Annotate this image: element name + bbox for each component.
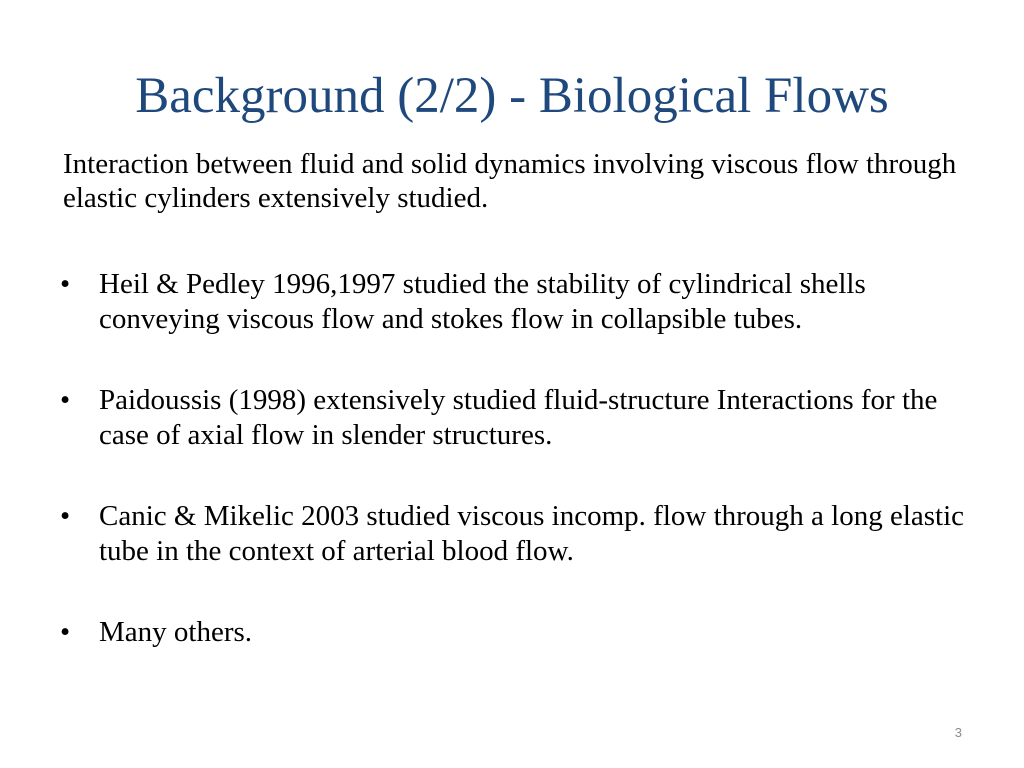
bullet-marker: •: [60, 500, 71, 532]
slide-title: Background (2/2) - Biological Flows: [135, 68, 889, 124]
intro-paragraph: Interaction between fluid and solid dynamics involving viscous flow through elastic cylinders extensively studied.: [63, 148, 957, 214]
bullet-marker: •: [60, 384, 71, 416]
bullet-item-many-others: [60, 615, 970, 650]
bullet-text: Heil & Pedley 1996,1997 studied the stability of cylindrical shells conveying viscous flow and stokes flow in collapsible tubes.: [99, 268, 866, 335]
bullet-text: Paidoussis (1998) extensively studied fluid-structure Interactions for the case of axial flow in slender structures.: [99, 384, 938, 451]
bullet-marker: •: [60, 268, 71, 300]
bullet-marker: •: [60, 616, 71, 648]
bullet-item-heil-pedley: [60, 267, 970, 337]
bullet-list: [60, 267, 970, 696]
bullet-item-canic-mikelic: [60, 499, 970, 569]
bullet-item-paidoussis: [60, 383, 970, 453]
bullet-text: Many others.: [99, 616, 253, 648]
page-number: 3: [954, 725, 962, 740]
bullet-text: Canic & Mikelic 2003 studied viscous incomp. flow through a long elastic tube in the context of arterial blood flow.: [99, 500, 965, 567]
